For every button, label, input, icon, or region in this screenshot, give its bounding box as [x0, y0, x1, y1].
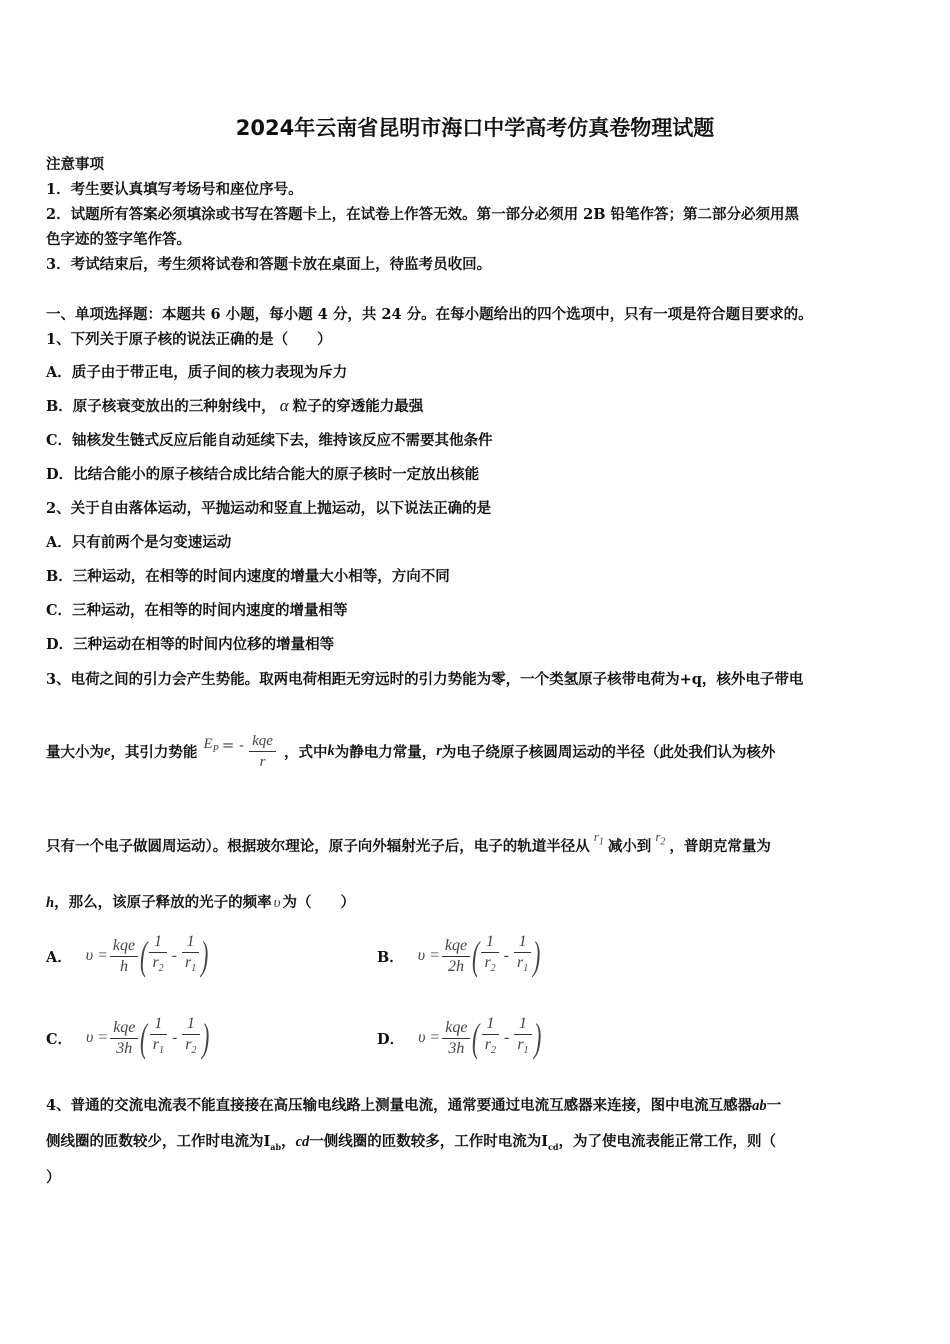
r2-symbol: $r_2$	[655, 829, 666, 848]
question-1-stem: 1、下列关于原子核的说法正确的是（ ）	[46, 331, 332, 348]
question-3-line-1: 3、电荷之间的引力会产生势能。取两电荷相距无穷远时的引力势能为零，一个类氢原子核带电荷为+q，核外电子带电	[46, 671, 804, 688]
question-4-line-1: 4、普通的交流电流表不能直接接在高压输电线路上测量电流，通常要通过电流互感器来连接，图中电流互感器ab一	[46, 1097, 782, 1114]
section-heading: 一、单项选择题：本题共 6 小题，每小题 4 分，共 24 分。在每小题给出的四个选项中，只有一项是符合题目要求的。	[46, 306, 813, 323]
notice-item: 1．考生要认真填写考场号和座位序号。	[46, 181, 303, 198]
question-2-option-d: D．三种运动在相等的时间内位移的增量相等	[46, 636, 335, 653]
question-3-line-2: 量大小为 e ，其引力势能 $E_P$ = - $\frac{\text{kqe}}{r}$ ，式中 k 为静电力常量， r 为电子绕原子核圆周运动的半径（此处我们认为核外	[46, 732, 776, 770]
question-2-option-b: B．三种运动，在相等的时间内速度的增量大小相等，方向不同	[46, 568, 450, 585]
notice-item: 3．考试结束后，考生须将试卷和答题卡放在桌面上，待监考员收回。	[46, 256, 492, 273]
question-1-option-c: C．铀核发生链式反应后能自动延续下去，维持该反应不需要其他条件	[46, 432, 493, 449]
question-4-line-2: 侧线圈的匝数较少，工作时电流为$I_{ab}$，cd一侧线圈的匝数较多，工作时电流为$I_{cd}$，为了使电流表能正常工作，则（	[46, 1133, 777, 1152]
notice-item: 色字迹的签字笔作答。	[46, 231, 191, 248]
alpha-symbol: α	[279, 396, 289, 415]
page-title: 2024年云南省昆明市海口中学高考仿真卷物理试题	[235, 116, 715, 140]
question-4-line-3: ）	[46, 1169, 61, 1186]
question-3-option-c: C． υ = $\frac{\text{kqe}}{3h}$ ( $\frac{1}{r_1}$ - $\frac{1}{r_2}$ )	[46, 1015, 209, 1060]
question-1-option-d: D．比结合能小的原子核结合成比结合能大的原子核时一定放出核能	[46, 466, 480, 483]
question-3-option-a: A． υ = $\frac{\text{kqe}}{h}$ ( $\frac{1}{r_2}$ - $\frac{1}{r_1}$ )	[46, 933, 209, 978]
nu-symbol: υ	[273, 895, 281, 911]
potential-energy-formula: $E_P$ = - $\frac{\text{kqe}}{r}$	[203, 731, 278, 772]
notice-item: 2．试题所有答案必须填涂或书写在答题卡上，在试卷上作答无效。第一部分必须用 2B 铅笔作答；第二部分必须用黑	[46, 206, 800, 223]
question-1-option-a: A．质子由于带正电，质子间的核力表现为斥力	[46, 364, 348, 381]
question-3-line-3: 只有一个电子做圆周运动）。根据玻尔理论，原子向外辐射光子后，电子的轨道半径从$r_1$ 减小到$r_2$ ，普朗克常量为	[46, 829, 771, 855]
question-2-option-a: A．只有前两个是匀变速运动	[46, 534, 232, 551]
question-2-option-c: C．三种运动，在相等的时间内速度的增量相等	[46, 602, 348, 619]
question-3-option-b: B． υ = $\frac{\text{kqe}}{2h}$ ( $\frac{1}{r_2}$ - $\frac{1}{r_1}$ )	[377, 933, 541, 978]
question-3-line-4: h，那么，该原子释放的光子的频率 υ 为（ ）	[46, 894, 355, 911]
question-2-stem: 2、关于自由落体运动，平抛运动和竖直上抛运动，以下说法正确的是	[46, 500, 492, 517]
question-1-option-b: B．原子核衰变放出的三种射线中， α 粒子的穿透能力最强	[46, 396, 424, 415]
r1-symbol: $r_1$	[593, 829, 604, 848]
notice-heading: 注意事项	[46, 156, 104, 173]
question-3-option-d: D． υ = $\frac{\text{kqe}}{3h}$ ( $\frac{1}{r_2}$ - $\frac{1}{r_1}$ )	[377, 1015, 541, 1060]
